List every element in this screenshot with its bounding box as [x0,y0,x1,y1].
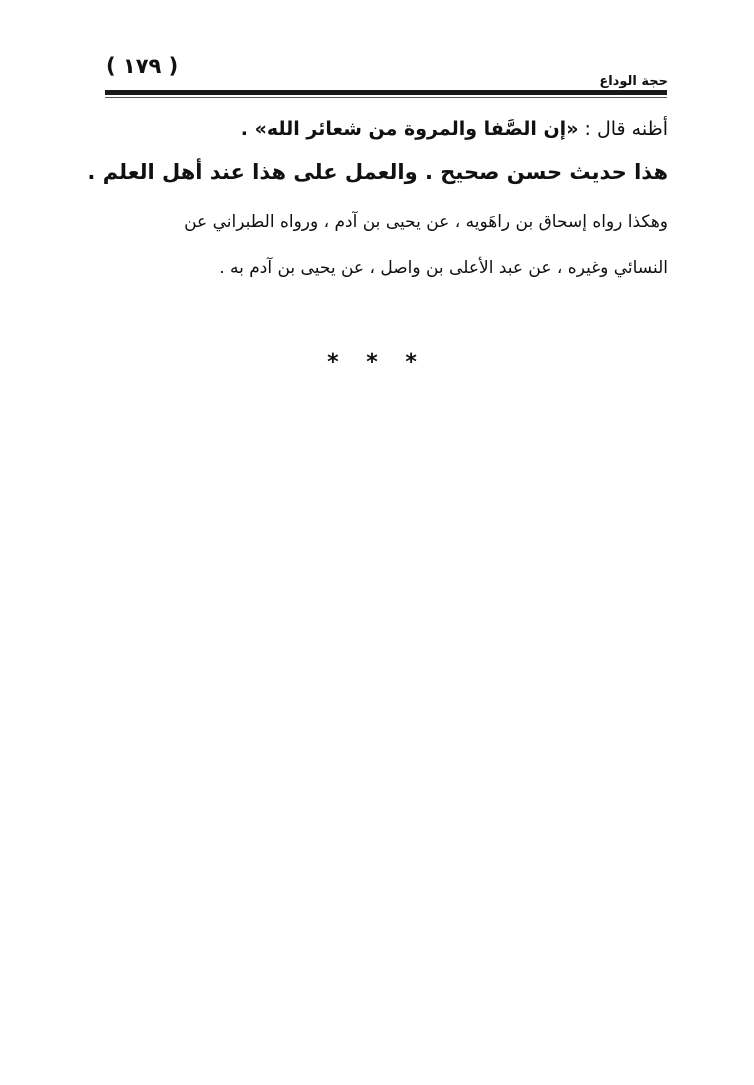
section-separator: * * * [327,350,427,375]
text-line-1 [241,118,668,140]
text-line-3: وهكذا رواه إسحاق بن راهَويه ، عن يحيى بن آدم ، ورواه الطبراني عن [184,212,668,232]
page-number: ( ١٧٩ ) [106,54,179,78]
header-rule-thin [105,97,667,98]
running-title: حجة الوداع [599,74,668,89]
line1-intro: أظنه قال : [578,118,668,140]
text-line-2: هذا حديث حسن صحيح . والعمل على هذا عند أهل العلم . [87,160,668,184]
text-line-4: النسائي وغيره ، عن عبد الأعلى بن واصل ، عن يحيى بن آدم به . [219,258,668,278]
header-rule [105,90,667,95]
line1-quote: «إن الصَّفا والمروة من شعائر الله» . [240,118,579,140]
